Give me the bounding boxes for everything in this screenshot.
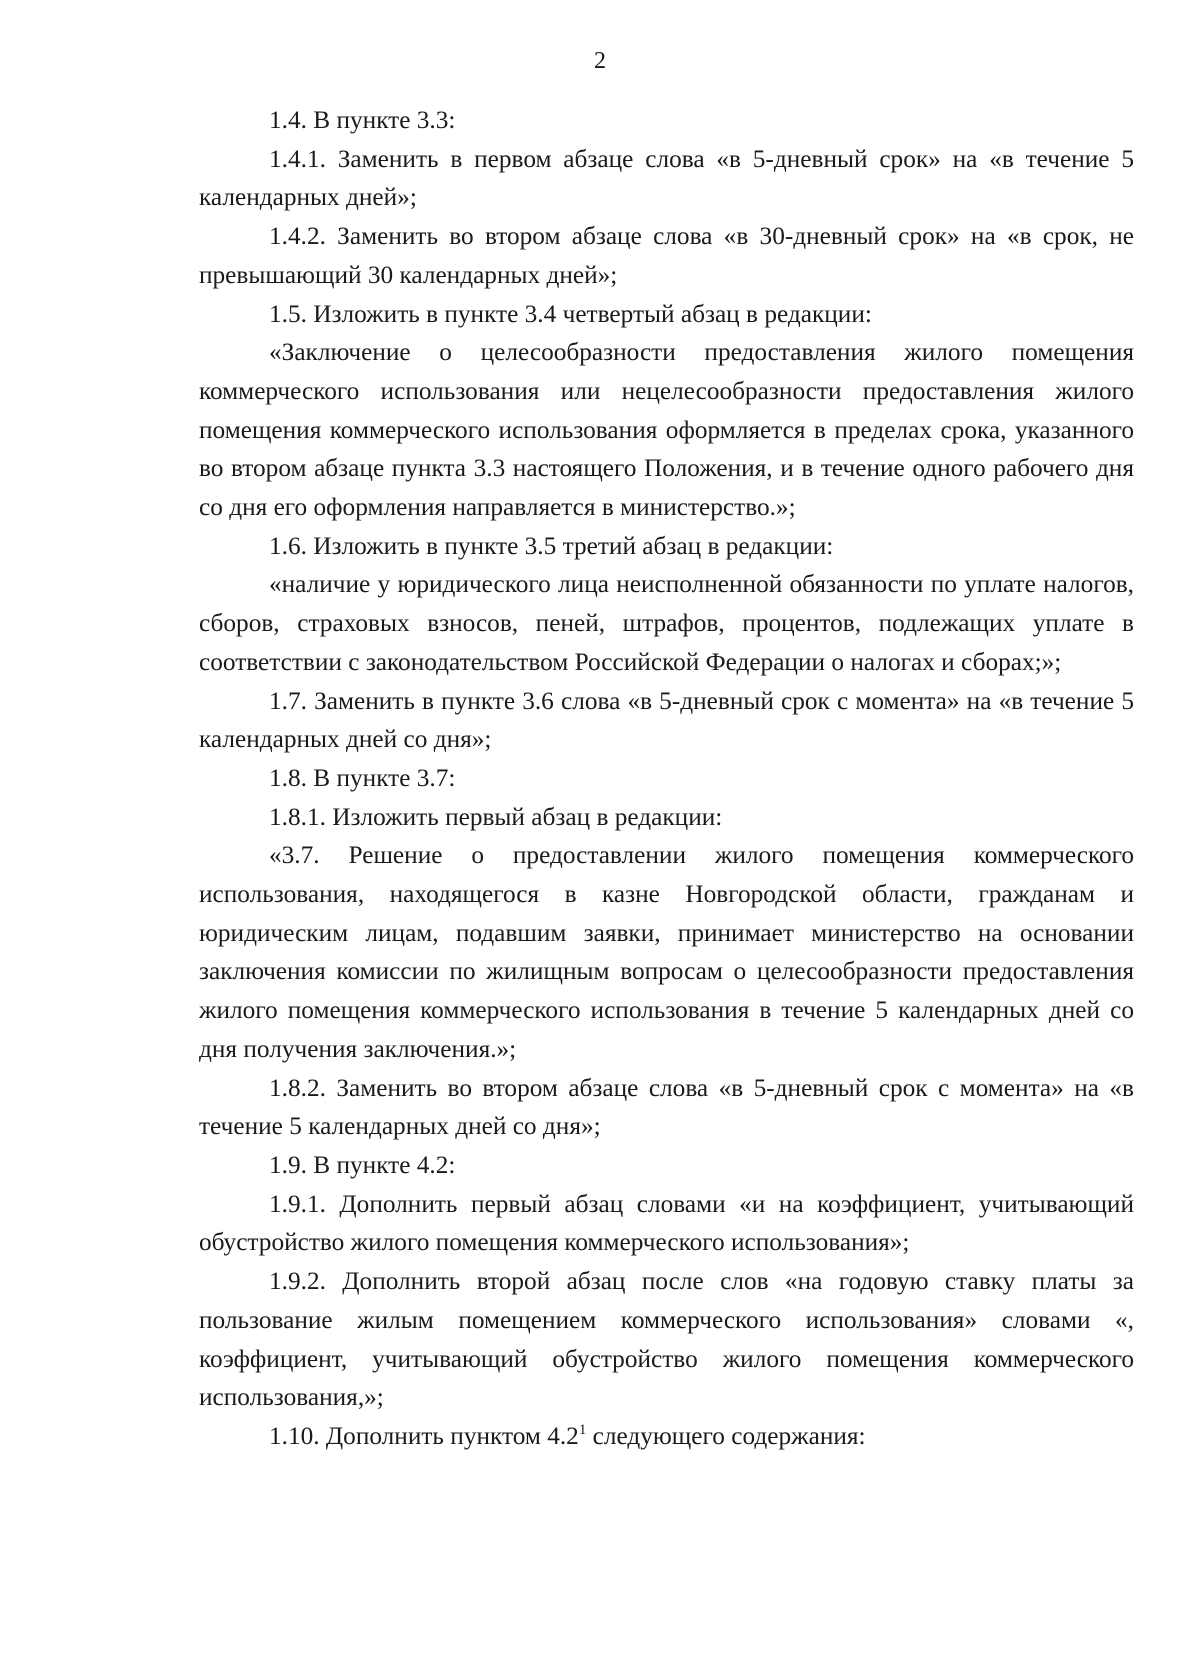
paragraph-1-10 [199, 1417, 1134, 1456]
paragraph-1-7: 1.7. Заменить в пункте 3.6 слова «в 5-дневный срок с момента» на «в течение 5 календарных дней со дня»; [199, 686, 1134, 754]
document-body [199, 101, 1134, 1456]
paragraph-1-10-text-end: следующего содержания: [586, 1421, 866, 1450]
paragraph-1-10-text: 1.10. Дополнить пунктом 4.2 [269, 1421, 579, 1450]
paragraph-1-8: 1.8. В пункте 3.7: [269, 763, 456, 792]
paragraph-1-9: 1.9. В пункте 4.2: [269, 1150, 456, 1179]
paragraph-1-8-1: 1.8.1. Изложить первый абзац в редакции: [269, 802, 723, 831]
paragraph-1-6: 1.6. Изложить в пункте 3.5 третий абзац в редакции: [269, 531, 834, 560]
paragraph-1-9-1: 1.9.1. Дополнить первый абзац словами «и на коэффициент, учитывающий обустройство жилого помещения коммерческого использования»; [199, 1189, 1134, 1257]
paragraph-1-9-2: 1.9.2. Дополнить второй абзац после слов «на годовую ставку платы за пользование жилым помещением коммерческого использования» словами «, коэффициент, учитывающий обустройство жилого помещения коммерческого использования,»; [199, 1267, 1134, 1412]
superscript-index: 1 [578, 1421, 587, 1438]
paragraph-1-4-1: 1.4.1. Заменить в первом абзаце слова «в 5-дневный срок» на «в течение 5 календарных дней»; [199, 144, 1134, 212]
paragraph-1-6-quote: «наличие у юридического лица неисполненной обязанности по уплате налогов, сборов, страховых взносов, пеней, штрафов, процентов, подлежащих уплате в соответствии с законодательством Российской Федерации о налогах и сборах;»; [199, 570, 1134, 676]
paragraph-1-4: 1.4. В пункте 3.3: [269, 106, 456, 134]
paragraph-1-8-1-quote: «3.7. Решение о предоставлении жилого помещения коммерческого использования, находящегося в казне Новгородской области, гражданам и юридическим лицам, подавшим заявки, принимает министерство на основании заключения комиссии по жилищным вопросам о целесообразности предоставления жилого помещения коммерческого использования в течение 5 календарных дней со дня получения заключения.»; [199, 841, 1134, 1063]
page-number: 2 [594, 48, 606, 74]
paragraph-1-5: 1.5. Изложить в пункте 3.4 четвертый абзац в редакции: [269, 299, 872, 328]
paragraph-1-8-2: 1.8.2. Заменить во втором абзаце слова «в 5-дневный срок с момента» на «в течение 5 календарных дней со дня»; [199, 1073, 1134, 1141]
paragraph-1-5-quote: «Заключение о целесообразности предоставления жилого помещения коммерческого использования или нецелесообразности предоставления жилого помещения коммерческого использования оформляется в пределах срока, указанного во втором абзаце пункта 3.3 настоящего Положения, и в течение одного рабочего дня со дня его оформления направляется в министерство.»; [199, 338, 1134, 522]
paragraph-1-4-2: 1.4.2. Заменить во втором абзаце слова «в 30-дневный срок» на «в срок, не превышающий 30 календарных дней»; [199, 222, 1134, 289]
